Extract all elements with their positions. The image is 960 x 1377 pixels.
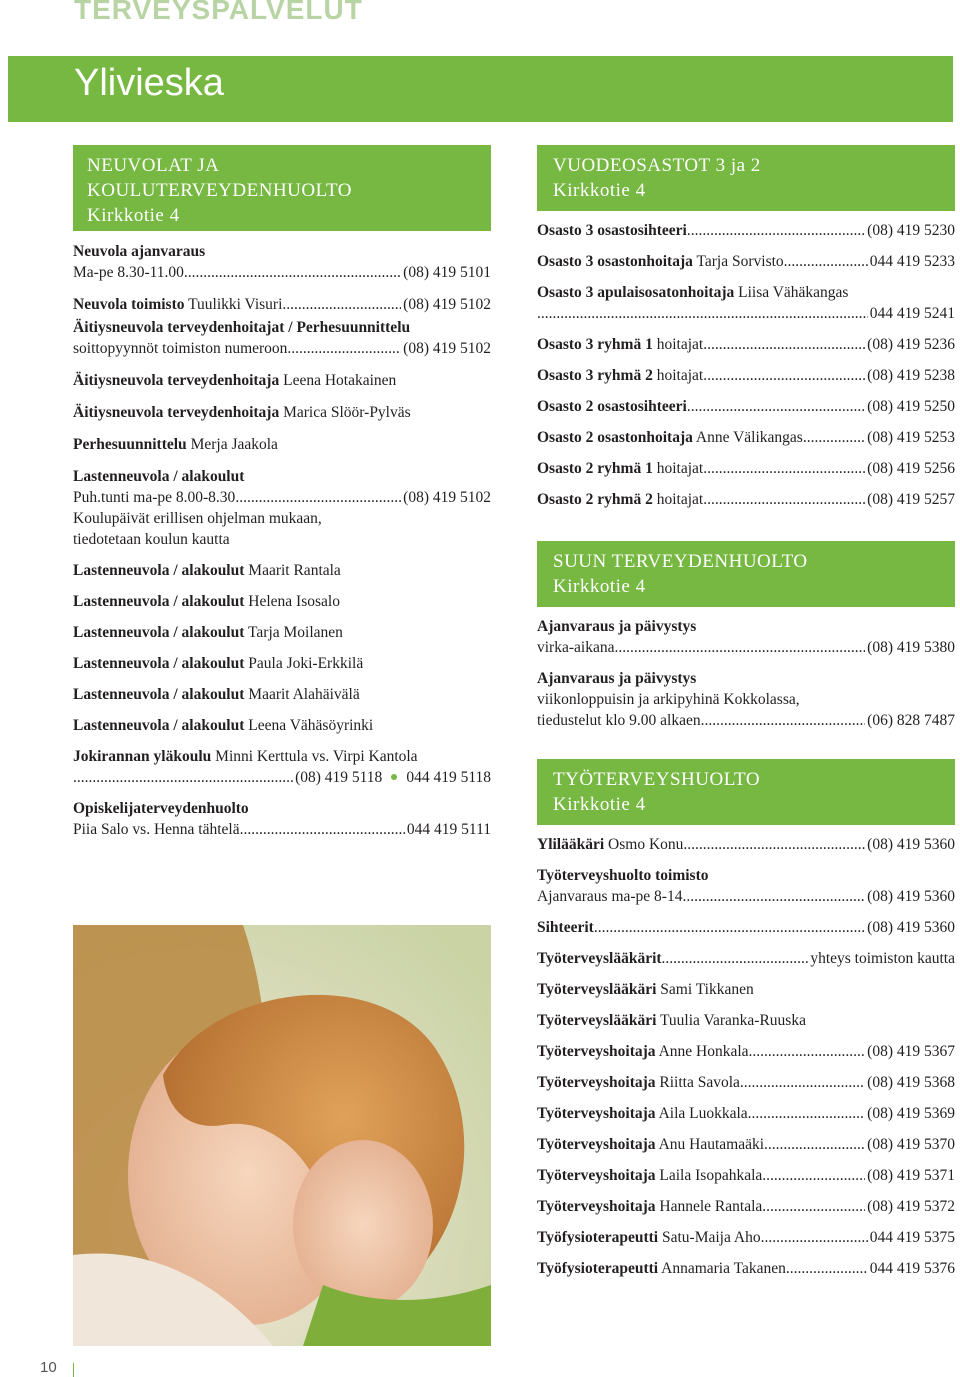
title-banner bbox=[8, 56, 953, 122]
staff-row: Työterveyshoitaja Riitta Savola ..... (08) 419 5368 bbox=[537, 1072, 955, 1093]
phone-number: 044 419 5375 bbox=[869, 1229, 955, 1246]
ward-row: Osasto 3 ryhmä 1 hoitajat ..... (08) 419 5236 bbox=[537, 334, 955, 355]
phone-number: (08) 419 5360 bbox=[867, 919, 955, 936]
laakari-entry: Työterveyslääkäri Sami Tikkanen bbox=[537, 981, 754, 998]
koulupaivat-text: tiedotetaan koulun kautta bbox=[73, 531, 230, 548]
lastenneuvola-entry: Lastenneuvola / alakoulut Tarja Moilanen bbox=[73, 624, 343, 641]
vuodeosastot-heading-line-1: VUODEOSASTOT 3 ja 2 bbox=[553, 155, 761, 176]
staff-row: Työfysioterapeutti Annamaria Takanen ..... 044 419 5376 bbox=[537, 1258, 955, 1279]
staff-row: Työterveyshoitaja Anu Hautamaäki ..... (08) 419 5370 bbox=[537, 1134, 955, 1155]
staff-row: Työterveyshoitaja Aila Luokkala ..... (08) 419 5369 bbox=[537, 1103, 955, 1124]
tyo-toimisto-row: Ajanvaraus ma-pe 8-14 ..... (08) 419 5360 bbox=[537, 886, 955, 907]
suun-heading-box bbox=[537, 541, 955, 607]
phone-number: (08) 419 5230 bbox=[867, 222, 955, 239]
staff-row: Työfysioterapeutti Satu-Maija Aho ..... 044 419 5375 bbox=[537, 1227, 955, 1248]
neuvola-ajanvaraus-label: Neuvola ajanvaraus bbox=[73, 243, 206, 260]
phone-number: (08) 419 5369 bbox=[867, 1105, 955, 1122]
phone-number: (08) 419 5102 bbox=[403, 296, 491, 313]
suun-ajanvaraus-row: virka-aikana ..... (08) 419 5380 bbox=[537, 637, 955, 658]
perhesuunnittelu-entry: Perhesuunnittelu Merja Jaakola bbox=[73, 436, 278, 453]
suun-heading-line-1: SUUN TERVEYDENHUOLTO bbox=[553, 551, 808, 572]
tyo-heading-line-1: TYÖTERVEYSHUOLTO bbox=[553, 769, 761, 790]
phone-number: (08) 419 5380 bbox=[867, 639, 955, 656]
photo-mother-and-child bbox=[73, 925, 491, 1346]
phone-number: 044 419 5241 bbox=[869, 305, 955, 322]
page-title: Ylivieska bbox=[74, 62, 224, 104]
page-number: 10 bbox=[40, 1359, 57, 1376]
suun-paivystys-text: viikonloppuisin ja arkipyhinä Kokkolassa, bbox=[537, 691, 800, 708]
neuvolat-heading-line-2: KOULUTERVEYDENHUOLTO bbox=[87, 180, 352, 201]
sloor-entry: Äitiysneuvola terveydenhoitaja Marica Slöör-Pylväs bbox=[73, 404, 411, 421]
ward-apulais-phone-row bbox=[537, 303, 955, 324]
neuvolat-heading-box bbox=[73, 145, 491, 231]
lastenneuvola-entry: Lastenneuvola / alakoulut Maarit Alahäivälä bbox=[73, 686, 360, 703]
phone-number: 044 419 5118 bbox=[406, 769, 491, 786]
lastenneuvola-entry: Lastenneuvola / alakoulut Helena Isosalo bbox=[73, 593, 340, 610]
tyo-heading-address: Kirkkotie 4 bbox=[553, 794, 646, 815]
phone-number: (08) 419 5236 bbox=[867, 336, 955, 353]
neuvola-ajanvaraus-row: Ma-pe 8.30-11.00 ..... (08) 419 5101 bbox=[73, 262, 491, 283]
phone-number: 044 419 5233 bbox=[869, 253, 955, 270]
neuvolat-heading-line-1: NEUVOLAT JA bbox=[87, 155, 220, 176]
phone-number: (08) 419 5101 bbox=[403, 264, 491, 281]
koulupaivat-text: Koulupäivät erillisen ohjelman mukaan, bbox=[73, 510, 322, 527]
suun-list bbox=[537, 616, 955, 731]
phone-number: (08) 419 5367 bbox=[867, 1043, 955, 1060]
ward-row: Osasto 2 osastosihteeri ..... (08) 419 5250 bbox=[537, 396, 955, 417]
staff-row: Työterveyshoitaja Laila Isopahkala ..... (08) 419 5371 bbox=[537, 1165, 955, 1186]
tyo-heading-box bbox=[537, 759, 955, 825]
tyo-list bbox=[537, 834, 955, 1279]
lastenneuvola-entry: Lastenneuvola / alakoulut Maarit Rantala bbox=[73, 562, 341, 579]
hotakainen-entry: Äitiysneuvola terveydenhoitaja Leena Hotakainen bbox=[73, 372, 397, 389]
phone-number: (08) 419 5118 bbox=[295, 769, 383, 786]
tyo-toimisto-label: Työterveyshuolto toimisto bbox=[537, 867, 709, 884]
phone-number: (08) 419 5368 bbox=[867, 1074, 955, 1091]
vuodeosastot-heading-box bbox=[537, 145, 955, 211]
phone-number: 044 419 5376 bbox=[869, 1260, 955, 1277]
ward-row: Osasto 2 osastonhoitaja Anne Välikangas ..... (08) 419 5253 bbox=[537, 427, 955, 448]
staff-row: Työterveyshoitaja Hannele Rantala ..... (08) 419 5372 bbox=[537, 1196, 955, 1217]
bullet-dot-icon bbox=[391, 774, 397, 780]
lastenneuvola-entry: Lastenneuvola / alakoulut Leena Vähäsöyrinki bbox=[73, 717, 374, 734]
left-column bbox=[73, 241, 491, 840]
section-label: TERVEYSPALVELUT bbox=[74, 0, 363, 25]
aitiysneuvola-row: soittopyynnöt toimiston numeroon ..... (08) 419 5102 bbox=[73, 338, 491, 359]
phone-number: 044 419 5111 bbox=[406, 821, 491, 838]
suun-paivystys-label: Ajanvaraus ja päivystys bbox=[537, 670, 697, 687]
vuodeosastot-list bbox=[537, 220, 955, 510]
suun-paivystys-row: tiedustelut klo 9.00 alkaen ..... (06) 828 7487 bbox=[537, 710, 955, 731]
ward-row: Osasto 2 ryhmä 1 hoitajat ..... (08) 419 5256 bbox=[537, 458, 955, 479]
phone-number: (08) 419 5253 bbox=[867, 429, 955, 446]
phone-number: (08) 419 5360 bbox=[867, 888, 955, 905]
ward-apulais-entry: Osasto 3 apulaisosatonhoitaja Liisa Vähäkangas bbox=[537, 284, 849, 301]
phone-number: (08) 419 5238 bbox=[867, 367, 955, 384]
phone-number: (06) 828 7487 bbox=[867, 712, 955, 729]
phone-number: (08) 419 5256 bbox=[867, 460, 955, 477]
phone-number: (08) 419 5250 bbox=[867, 398, 955, 415]
ward-row: Osasto 3 osastonhoitaja Tarja Sorvisto ..... 044 419 5233 bbox=[537, 251, 955, 272]
ylilaakari-row: Ylilääkäri Osmo Konu ..... (08) 419 5360 bbox=[537, 834, 955, 855]
page-number-divider bbox=[73, 1363, 74, 1377]
phone-number: (08) 419 5372 bbox=[867, 1198, 955, 1215]
neuvolat-heading-address: Kirkkotie 4 bbox=[87, 205, 180, 226]
photo-illustration bbox=[73, 925, 491, 1346]
ward-row: Osasto 3 osastosihteeri ..... (08) 419 5230 bbox=[537, 220, 955, 241]
ward-row: Osasto 3 ryhmä 2 hoitajat ..... (08) 419 5238 bbox=[537, 365, 955, 386]
sihteerit-row: Sihteerit ..... (08) 419 5360 bbox=[537, 917, 955, 938]
suun-heading-address: Kirkkotie 4 bbox=[553, 576, 646, 597]
vuodeosastot-heading-address: Kirkkotie 4 bbox=[553, 180, 646, 201]
laakarit-row: Työterveyslääkärit ..... yhteys toimiston kautta bbox=[537, 948, 955, 969]
aitiysneuvola-heading: Äitiysneuvola terveydenhoitajat / Perhesuunnittelu bbox=[73, 319, 411, 336]
ylakoulu-phone-row bbox=[73, 767, 491, 788]
staff-row: Työterveyshoitaja Anne Honkala ..... (08) 419 5367 bbox=[537, 1041, 955, 1062]
opiskelija-row: Piia Salo vs. Henna tähtelä ..... 044 419 5111 bbox=[73, 819, 491, 840]
lastenneuvola-row: Puh.tunti ma-pe 8.00-8.30 ..... (08) 419 5102 bbox=[73, 487, 491, 508]
phone-number: (08) 419 5102 bbox=[403, 340, 491, 357]
phone-number: (08) 419 5371 bbox=[867, 1167, 955, 1184]
lastenneuvola-label: Lastenneuvola / alakoulut bbox=[73, 468, 245, 485]
phone-number: (08) 419 5360 bbox=[867, 836, 955, 853]
phone-number: (08) 419 5257 bbox=[867, 491, 955, 508]
laakari-entry: Työterveyslääkäri Tuulia Varanka-Ruuska bbox=[537, 1012, 806, 1029]
ylakoulu-entry: Jokirannan yläkoulu Minni Kerttula vs. Virpi Kantola bbox=[73, 748, 418, 765]
suun-ajanvaraus-label: Ajanvaraus ja päivystys bbox=[537, 618, 697, 635]
phone-number: (08) 419 5370 bbox=[867, 1136, 955, 1153]
opiskelija-label: Opiskelijaterveydenhuolto bbox=[73, 800, 249, 817]
phone-number: (08) 419 5102 bbox=[403, 489, 491, 506]
neuvola-toimisto-row: Neuvola toimisto Tuulikki Visuri ..... (08) 419 5102 bbox=[73, 294, 491, 315]
ward-row: Osasto 2 ryhmä 2 hoitajat ..... (08) 419 5257 bbox=[537, 489, 955, 510]
lastenneuvola-entry: Lastenneuvola / alakoulut Paula Joki-Erkkilä bbox=[73, 655, 364, 672]
